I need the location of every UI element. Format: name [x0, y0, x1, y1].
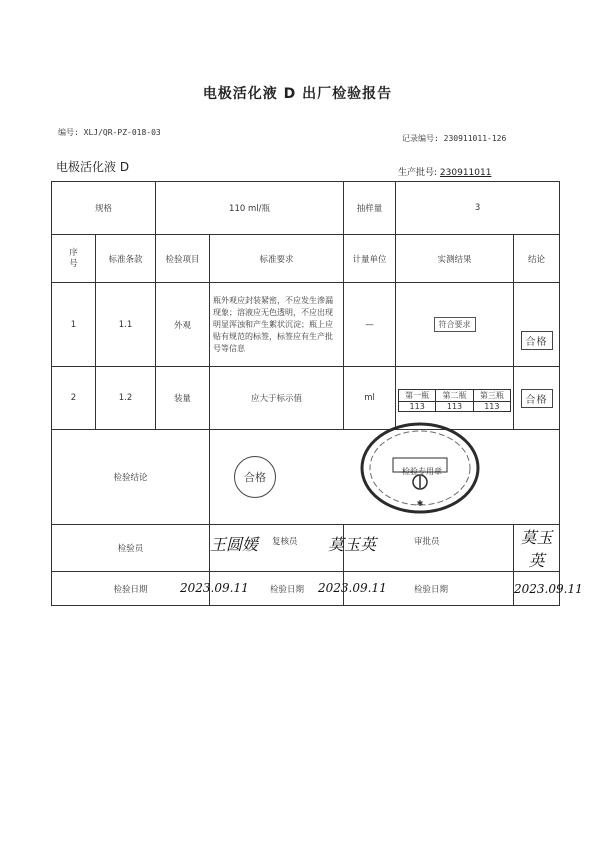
item-unit: — — [344, 283, 396, 367]
pass-circle-stamp — [234, 456, 276, 498]
inspector-signature-cell — [210, 525, 344, 572]
bottle-value: 113 — [399, 401, 436, 411]
doc-number-value: XLJ/QR-PZ-018-03 — [83, 128, 161, 137]
record-number-value: 230911011-126 — [443, 134, 507, 143]
batch-number — [398, 165, 491, 178]
record-number — [402, 133, 506, 144]
conclusion-label: 检验结论 — [52, 430, 210, 525]
approve-date-cell — [514, 572, 583, 606]
doc-number-label: 编号: — [58, 128, 79, 137]
inspection-table — [51, 181, 583, 606]
result-stamp: 符合要求 — [434, 317, 476, 332]
sample-label: 抽样量 — [344, 182, 396, 235]
batch-value: 230911011 — [439, 168, 492, 178]
bottle-label: 第二瓶 — [436, 389, 473, 401]
approver-signature-cell — [514, 525, 560, 572]
seal-center-text: 检验专用章 — [402, 467, 443, 476]
inspector-label: 检验员 — [52, 525, 210, 572]
review-date-cell — [318, 572, 514, 606]
item-conclusion — [514, 283, 560, 367]
signature-row — [52, 525, 560, 572]
review-date-label: 检验日期 — [270, 585, 305, 595]
review-date: 2023.09.11 — [318, 581, 387, 595]
header-item: 检验项目 — [156, 235, 210, 283]
pass-stamp: 合格 — [521, 331, 553, 350]
pass-circle-text: 合格 — [244, 471, 267, 484]
inspect-date-label: 检验日期 — [52, 572, 210, 606]
item-requirement: 瓶外观应封装紧密，不应发生滲漏现象；溶液应无色透明，不应出现明显浑浊和产生絮状沉淀；瓶上应贴有规范的标签，标签应有生产批号等信息 — [210, 283, 344, 367]
item-no: 2 — [52, 367, 96, 430]
pass-stamp: 合格 — [521, 389, 553, 408]
record-number-label: 记录编号: — [402, 134, 439, 143]
bottle-label: 第一瓶 — [399, 389, 436, 401]
reviewer-signature-cell — [328, 525, 514, 572]
item-clause: 1.2 — [96, 367, 156, 430]
bottle-value: 113 — [436, 401, 473, 411]
item-clause: 1.1 — [96, 283, 156, 367]
report-title: 电极活化液 D 出厂检验报告 — [202, 86, 393, 102]
inspector-signature: 王圆媛 — [210, 535, 259, 554]
header-row — [52, 235, 560, 283]
bottle-table — [398, 389, 511, 412]
item-unit: ml — [344, 367, 396, 430]
bottle-value: 113 — [473, 401, 510, 411]
item-conclusion — [514, 367, 560, 430]
spec-row — [52, 182, 560, 235]
bottle-results — [396, 367, 514, 430]
item-result — [396, 283, 514, 367]
header-unit: 计量单位 — [344, 235, 396, 283]
approve-date: 2023.09.11 — [514, 581, 583, 596]
item-no: 1 — [52, 283, 96, 367]
conclusion-body — [210, 430, 560, 525]
product-name: 电极活化液 D — [56, 160, 130, 174]
header-no: 序号 — [52, 235, 96, 283]
svg-text:✱: ✱ — [416, 499, 424, 508]
approve-date-label: 检验日期 — [414, 585, 449, 595]
inspect-date: 2023.09.11 — [180, 581, 249, 595]
spec-label: 规格 — [52, 182, 156, 235]
header-conclusion: 结论 — [514, 235, 560, 283]
spec-value: 110 ml/瓶 — [156, 182, 344, 235]
header-result: 实测结果 — [396, 235, 514, 283]
reviewer-signature: 莫玉英 — [328, 535, 377, 554]
sample-value: 3 — [396, 182, 560, 235]
bottle-label: 第三瓶 — [473, 389, 510, 401]
item-name: 外观 — [156, 283, 210, 367]
header-clause: 标准条款 — [96, 235, 156, 283]
table-row — [52, 367, 560, 430]
conclusion-row — [52, 430, 560, 525]
doc-number — [58, 127, 161, 138]
item-requirement: 应大于标示值 — [210, 367, 344, 430]
batch-label: 生产批号: — [398, 168, 438, 178]
date-row — [52, 572, 560, 606]
approver-label: 审批员 — [414, 537, 440, 547]
table-row — [52, 283, 560, 367]
approver-signature: 莫玉英 — [520, 528, 553, 570]
header-requirement: 标准要求 — [210, 235, 344, 283]
item-name: 装量 — [156, 367, 210, 430]
reviewer-label: 复核员 — [272, 537, 298, 547]
